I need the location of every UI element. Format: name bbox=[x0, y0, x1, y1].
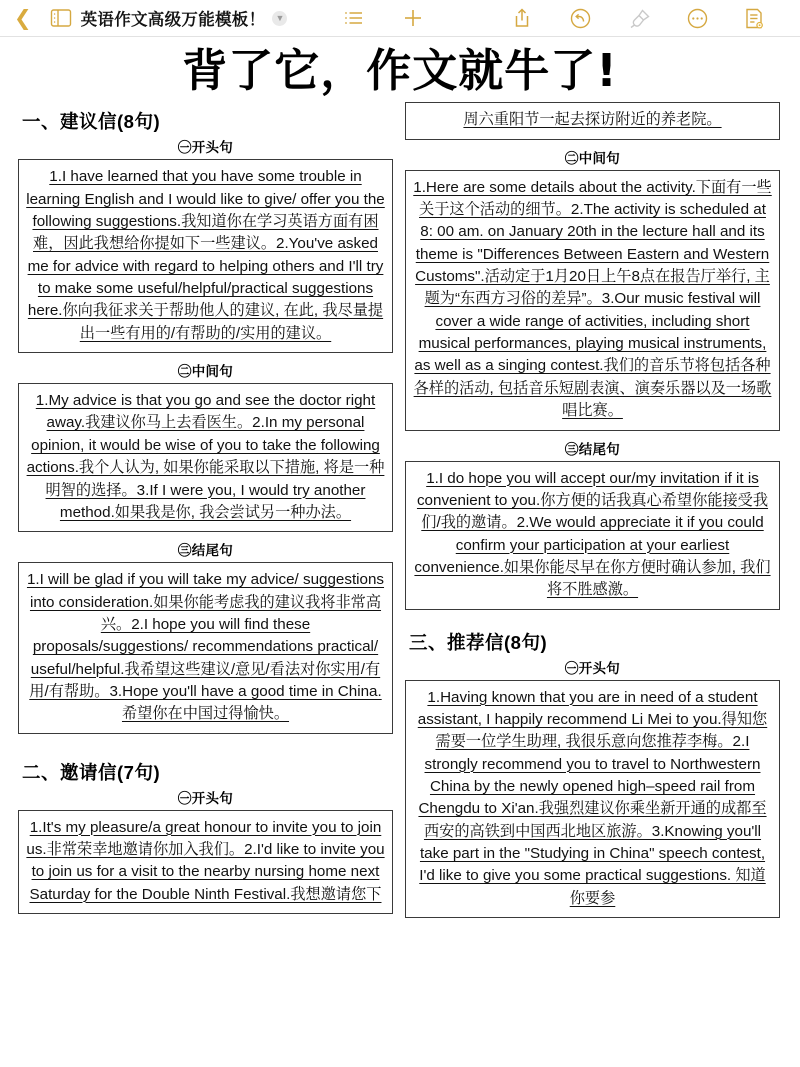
paintbrush-icon[interactable] bbox=[628, 7, 652, 30]
share-export-icon[interactable] bbox=[511, 7, 533, 29]
plus-icon[interactable] bbox=[401, 7, 425, 29]
more-options-icon[interactable] bbox=[686, 7, 709, 30]
subheading-opening-2: ㊀开头句 bbox=[177, 790, 234, 806]
subheading-middle-2: ㊁中间句 bbox=[564, 150, 621, 166]
sidebar-toggle-icon[interactable] bbox=[50, 8, 72, 28]
outline-list-icon[interactable] bbox=[343, 8, 365, 28]
text-box-recommendation-opening[interactable] bbox=[405, 680, 780, 918]
text-box-content: 1.Having known that you are in need of a student assistant, I happily recommend Li Mei to you.得知您需要一位学生助理, 我很乐意向您推荐李梅。2.I strongly recommend you to travel to Northwestern China by the newly opened high–speed rail from Chengdu to Xi'an.我强烈建议你乘坐新开通的成都至西安的高铁到中国西北地区旅游。3.Knowing you'll take part in the "Studying in China" speech contest, I'd like to give you some practical suggestions. 知道你要参 bbox=[417, 688, 768, 907]
left-column bbox=[18, 102, 393, 921]
text-box-suggestion-opening[interactable] bbox=[18, 159, 393, 353]
text-box-content: 1.Here are some details about the activity.下面有一些关于这个活动的细节。2.The activity is scheduled at 8: 00 am. on January 20th in the lecture hall and its theme is "Differences Between Eastern and Western Customs".活动定于1月20日上午8点在报告厅举行, 主题为“东西方习俗的差异”。3.Our music festival will cover a wide range of activities, including short musical performances, playing musical instruments, as well as a singing contest.我们的音乐节将包括各种各样的活动, 包括音乐短剧表演、演奏乐器以及一场歌唱比赛。 bbox=[413, 178, 772, 420]
section-heading-suggestion-letter: 一、建议信(8句) bbox=[22, 111, 161, 133]
text-box-invitation-middle[interactable] bbox=[405, 170, 780, 431]
subheading-ending-2: ㊂结尾句 bbox=[564, 441, 621, 457]
text-box-suggestion-middle[interactable] bbox=[18, 383, 393, 532]
text-box-suggestion-ending[interactable] bbox=[18, 562, 393, 733]
note-page bbox=[0, 37, 800, 1067]
right-column bbox=[405, 102, 780, 925]
text-box-content: 1.I will be glad if you will take my advice/ suggestions into consideration.如果你能考虑我的建议我将非常高兴。2.I hope you will find these proposals/suggestions/ recommendations practical/ useful/helpful.我希望这些建议/意见/看法对你实用/有用/有帮助。3.Hope you'll have a good time in China.希望你在中国过得愉快。 bbox=[26, 571, 385, 723]
undo-icon[interactable] bbox=[569, 7, 592, 30]
chevron-down-icon[interactable]: ▼ bbox=[272, 11, 287, 26]
app-toolbar bbox=[0, 0, 800, 37]
subheading-middle-1: ㊁中间句 bbox=[177, 364, 234, 380]
text-box-content: 1.It's my pleasure/a great honour to invite you to join us.非常荣幸地邀请你加入我们。2.I'd like to invite you to join us for a visit to the nearby nursing home next Saturday for the Double Ninth Festival.我想邀请您下 bbox=[26, 818, 385, 903]
text-box-content: 1.My advice is that you go and see the doctor right away.我建议你马上去看医生。2.In my personal opinion, it would be wise of you to take the following actions.我个人认为, 如果你能采取以下措施, 将是一种明智的选择。3.If I were you, I would try another method.如果我是你, 我会尝试另一种办法。 bbox=[26, 392, 385, 521]
subheading-ending-1: ㊂结尾句 bbox=[177, 543, 234, 559]
column-spacer bbox=[18, 741, 393, 753]
text-box-content: 周六重阳节一起去探访附近的养老院。 bbox=[463, 111, 722, 129]
two-column-layout bbox=[18, 102, 782, 925]
column-spacer bbox=[405, 617, 780, 623]
text-box-invitation-opening[interactable] bbox=[18, 810, 393, 914]
subheading-opening-3: ㊀开头句 bbox=[564, 660, 621, 676]
document-info-icon[interactable] bbox=[743, 7, 765, 30]
text-box-invitation-ending[interactable] bbox=[405, 461, 780, 610]
subheading-opening-1: ㊀开头句 bbox=[177, 140, 234, 156]
text-box-invitation-opening-continued[interactable] bbox=[405, 102, 780, 139]
document-title: 英语作文高级万能模板！ bbox=[80, 11, 266, 29]
page-headline: 背了它，作文就牛了! bbox=[182, 44, 618, 97]
text-box-content: 1.I do hope you will accept our/my invitation if it is convenient to you.你方便的话我真心希望你能接受我们/我的邀请。2.We would appreciate it if you could confirm your participation at your earliest convenience.如果你能尽早在你方便时确认参加, 我们将不胜感激。 bbox=[414, 469, 771, 599]
section-heading-invitation-letter: 二、邀请信(7句) bbox=[22, 761, 161, 783]
text-box-content: 1.I have learned that you have some trouble in learning English and I would like to give/ offer you the following suggestions.我知道你在学习英语方面有困难，因此我想给你提如下一些建议。2.You've asked me for advice with regard to helping others and I'll try to make some useful/helpful/practical suggestions here.你向我征求关于帮助他人的建议, 在此, 我尽量提出一些有用的/有帮助的/实用的建议。 bbox=[26, 168, 385, 342]
back-chevron-icon[interactable]: ❮ bbox=[14, 5, 32, 30]
section-heading-recommendation-letter: 三、推荐信(8句) bbox=[409, 631, 548, 653]
